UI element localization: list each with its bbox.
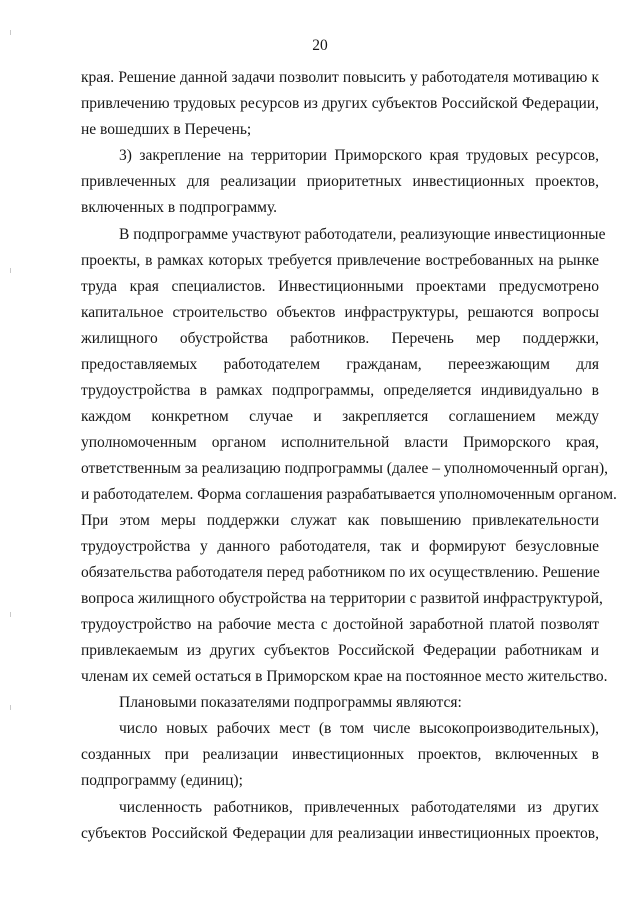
text-line: привлечению трудовых ресурсов из других субъектов Российской Федерации, [81, 95, 599, 112]
text-line: 3) закрепление на территории Приморского края трудовых ресурсов, [119, 147, 599, 164]
text-line: трудоустройства у данного работодателя, так и формируют безусловные [81, 538, 599, 555]
text-line: края. Решение данной задачи позволит повысить у работодателя мотивацию к [81, 69, 599, 86]
text-line: численность работников, привлеченных работодателями из других [119, 799, 599, 816]
text-line: капитальное строительство объектов инфраструктуры, решаются вопросы [81, 304, 599, 321]
text-line: членам их семей остаться в Приморском крае на постоянное место жительство. [81, 668, 608, 685]
text-line: каждом конкретном случае и закрепляется соглашением между [81, 408, 599, 425]
text-line: Плановыми показателями подпрограммы являются: [119, 694, 462, 711]
text-line: В подпрограмме участвуют работодатели, реализующие инвестиционные [119, 226, 606, 243]
text-line: трудоустройства в рамках подпрограммы, определяется индивидуально в [81, 382, 599, 399]
text-line: вопроса жилищного обустройства на территории с развитой инфраструктурой, [81, 590, 603, 607]
text-line: подпрограмму (единиц); [81, 772, 243, 789]
text-line: не вошедших в Перечень; [81, 121, 252, 138]
text-line: труда края специалистов. Инвестиционными проектами предусмотрено [81, 278, 599, 295]
scan-margin-mark [10, 705, 11, 710]
text-line: проекты, в рамках которых требуется привлечение востребованных на рынке [81, 252, 599, 269]
scan-margin-mark [10, 612, 11, 617]
text-line: ответственным за реализацию подпрограммы (далее – уполномоченный орган), [81, 460, 609, 477]
text-line: и работодателем. Форма соглашения разрабатывается уполномоченным органом. [81, 486, 617, 503]
text-line: привлекаемым из других субъектов Российской Федерации работникам и [81, 642, 599, 659]
text-line: привлеченных для реализации приоритетных инвестиционных проектов, [81, 173, 599, 190]
text-line: При этом меры поддержки служат как повышению привлекательности [81, 512, 599, 529]
text-line: число новых рабочих мест (в том числе высокопроизводительных), [119, 720, 599, 737]
text-line: трудоустройство на рабочие места с достойной заработной платой позволят [81, 616, 599, 633]
text-line: включенных в подпрограмму. [81, 199, 278, 216]
text-line: жилищного обустройства работников. Перечень мер поддержки, [81, 330, 599, 347]
text-line: созданных при реализации инвестиционных проектов, включенных в [81, 746, 599, 763]
scan-margin-mark [10, 268, 11, 273]
page-number: 20 [312, 37, 328, 54]
text-line: предоставляемых работодателем гражданам, переезжающим для [81, 356, 599, 373]
text-line: обязательства работодателя перед работником по их осуществлению. Решение [81, 564, 600, 581]
scan-margin-mark [10, 30, 11, 35]
text-line: уполномоченным органом исполнительной власти Приморского края, [81, 434, 599, 451]
text-line: субъектов Российской Федерации для реализации инвестиционных проектов, [81, 825, 599, 842]
